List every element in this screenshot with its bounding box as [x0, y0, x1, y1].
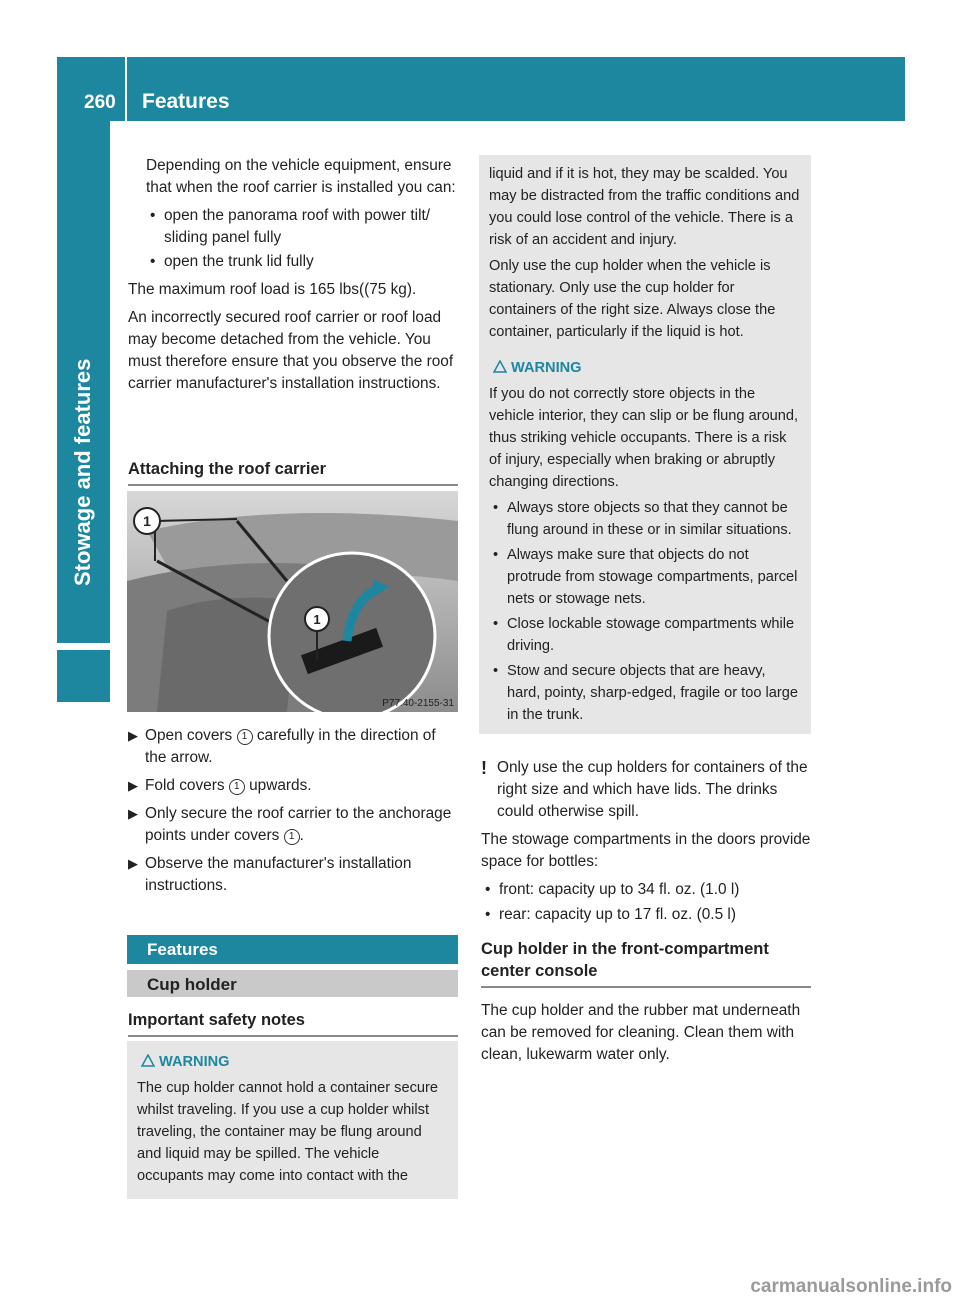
figure-code: P77.40-2155-31 [382, 698, 454, 709]
left-column-top [128, 155, 460, 401]
bullet-icon: • [485, 906, 491, 923]
list-item: • front: capacity up to 34 fl. oz. (1.0 l) [481, 879, 813, 901]
bullet-icon: • [493, 547, 499, 563]
warning-triangle-icon [493, 360, 507, 373]
list-item: • Stow and secure objects that are heavy, hard, pointy, sharp-edged, fragile or too large in the trunk. [489, 660, 802, 726]
warning-title: WARNING [137, 1051, 449, 1073]
section-features: Features [127, 935, 458, 964]
roof-load-text: The maximum roof load is 165 lbs((75 kg). [128, 281, 417, 298]
cup-holder-heading: Cup holder in the front-compartment center console [481, 938, 811, 988]
side-tab-marker [57, 650, 110, 702]
bullet-icon: • [150, 207, 156, 224]
note: ! Only use the cup holders for containers of the right size and which have lids. The drinks could otherwise spill. [481, 758, 808, 820]
attaching-heading-wrap [128, 458, 458, 486]
warning-text: If you do not correctly store objects in the vehicle interior, they can slip or be flung around, thus striking vehicle occupants. There is a risk of injury, especially when braking or abruptly changing directions. [489, 386, 799, 490]
warning-title: WARNING [489, 357, 802, 379]
bullet-icon: • [493, 500, 499, 516]
stowage-text: The stowage compartments in the doors provide space for bottles: [481, 831, 811, 870]
section-features-wrap [127, 935, 458, 964]
bullet-icon: • [150, 253, 156, 270]
figure-callout: 1 [143, 513, 151, 529]
figure-callout-inset: 1 [313, 612, 321, 627]
warning-box-1-cont [479, 155, 811, 353]
exclamation-icon: ! [481, 758, 487, 778]
intro-text: Depending on the vehicle equipment, ensure that when the roof carrier is installed you can: [146, 157, 456, 196]
header-divider [125, 57, 127, 121]
list-item: • Always make sure that objects do not protrude from stowage compartments, parcel nets or stowage nets. [489, 544, 802, 610]
cleaning-text: The cup holder and the rubber mat underneath can be removed for cleaning. Clean them with clean, lukewarm water only. [481, 1002, 801, 1063]
list-item: ▶ Open covers 1 carefully in the direction of the arrow. [128, 727, 436, 766]
callout-icon: 1 [237, 729, 253, 745]
attaching-heading: Attaching the roof carrier [128, 458, 458, 486]
list-item: • rear: capacity up to 17 fl. oz. (0.5 l) [481, 904, 813, 926]
bullet-icon: • [485, 881, 491, 898]
roof-carrier-illustration [127, 491, 458, 712]
arrow-icon: ▶ [128, 806, 138, 821]
bullet-icon: • [493, 616, 499, 632]
warning-text: The cup holder cannot hold a container secure whilst traveling. If you use a cup holder whilst traveling, the container may be flung around and liquid may be spilled. The vehicle occupants may come into contact with the [137, 1080, 438, 1184]
page-title: Features [142, 90, 230, 113]
warning-text: liquid and if it is hot, they may be scalded. You may be distracted from the traffic conditions and you could lose control of the vehicle. There is a risk of an accident and injury. [489, 166, 800, 248]
arrow-icon: ▶ [128, 856, 138, 871]
side-tab-label: Stowage and features [70, 358, 95, 586]
roof-carrier-text: An incorrectly secured roof carrier or roof load may become detached from the vehicle. You must therefore ensure that you observe the roof carrier manufacturer's installation instructions. [128, 309, 454, 392]
arrow-icon: ▶ [128, 728, 138, 743]
subsection-cup-holder-wrap [127, 970, 458, 997]
warning-box-2 [479, 347, 811, 734]
list-item: • open the panorama roof with power tilt/ sliding panel fully [150, 207, 431, 246]
list-item: ▶ Fold covers 1 upwards. [128, 775, 460, 797]
warning-box-1 [127, 1041, 458, 1199]
list-item: • Always store objects so that they cannot be flung around in these or in similar situations. [489, 497, 802, 541]
warning-text: Only use the cup holder when the vehicle is stationary. Only use the cup holder for containers of the right size. Always close the container, particularly if the liquid is hot. [489, 258, 776, 340]
bullet-icon: • [493, 663, 499, 679]
subsection-cup-holder: Cup holder [127, 970, 458, 997]
safety-heading: Important safety notes [128, 1009, 458, 1037]
roof-carrier-figure [127, 491, 458, 712]
list-item: • open the trunk lid fully [146, 251, 460, 273]
warning-triangle-icon [141, 1054, 155, 1067]
callout-icon: 1 [284, 829, 300, 845]
watermark: carmanualsonline.info [750, 1276, 952, 1297]
page-number: 260 [84, 92, 116, 113]
callout-icon: 1 [229, 779, 245, 795]
list-item: ▶ Only secure the roof carrier to the anchorage points under covers 1 . [128, 805, 452, 844]
list-item: • Close lockable stowage compartments while driving. [489, 613, 802, 657]
steps [128, 725, 460, 903]
right-column-body [481, 757, 813, 1072]
arrow-icon: ▶ [128, 778, 138, 793]
safety-heading-wrap [128, 1009, 458, 1037]
list-item: ▶ Observe the manufacturer's installation instructions. [128, 855, 412, 894]
